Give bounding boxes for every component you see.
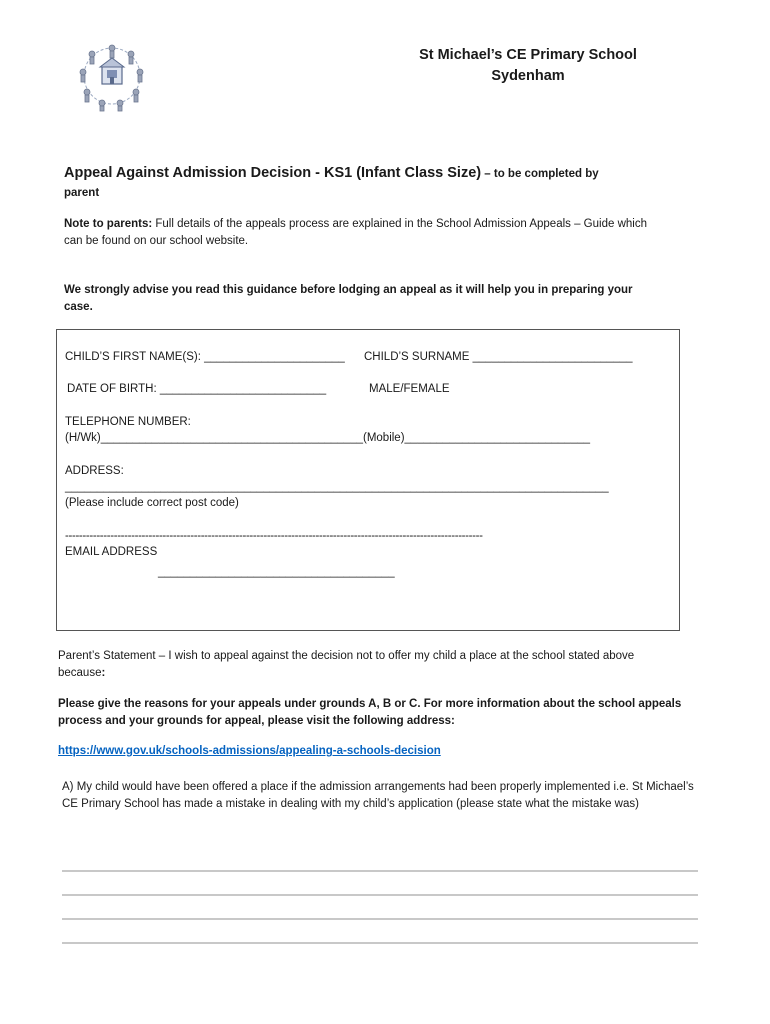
school-name-line1: St Michael’s CE Primary School [419,47,637,63]
form-title-suffix-line2: parent [64,187,100,199]
writing-line[interactable] [62,918,698,920]
reasons-instructions: Please give the reasons for your appeals under grounds A, B or C. For more information about the school appeals process and your grounds for appeal, please visit the following address: [58,698,682,727]
writing-line[interactable] [62,942,698,944]
child-details-box [56,329,680,631]
statement-text: Parent’s Statement – I wish to appeal against the decision not to offer my child a place at the school stated above because [58,650,635,679]
school-name-line2: Sydenham [491,68,565,84]
address-divider: ------------------------------------------------------------------------------------------------------------------------ [65,530,483,542]
postcode-note: (Please include correct post code) [65,497,239,509]
form-title [64,163,684,203]
address-field[interactable]: _____________________________________________________________________________________ [65,481,609,493]
telephone-field[interactable]: (H/Wk)_________________________________________(Mobile)_____________________________ [65,432,591,444]
first-name-field[interactable]: CHILD’S FIRST NAME(S): ______________________ [65,351,345,363]
dob-field[interactable]: DATE OF BIRTH: __________________________ [67,383,327,395]
school-logo-icon [76,40,148,112]
ground-a-text: A) My child would have been offered a place if the admission arrangements had been properly implemented i.e. St Michael’s CE Primary School has made a mistake in dealing with my child’s application (please state what the mistake was) [62,781,694,810]
note-to-parents [64,216,664,249]
gender-field[interactable]: MALE/FEMALE [369,383,450,395]
telephone-label: TELEPHONE NUMBER: [65,416,191,428]
email-label: EMAIL ADDRESS [65,546,158,558]
appeals-link[interactable]: https://www.gov.uk/schools-admissions/appealing-a-schools-decision [58,745,441,757]
parents-statement [58,648,668,681]
school-name [378,45,678,87]
email-field[interactable]: _____________________________________ [158,566,395,578]
writing-line[interactable] [62,870,698,872]
writing-line[interactable] [62,894,698,896]
surname-field[interactable]: CHILD’S SURNAME _________________________ [364,351,633,363]
address-label: ADDRESS: [65,465,124,477]
note-text: Full details of the appeals process are explained in the School Admission Appeals – Guide which can be found on our school website. [64,218,647,247]
guidance-advice: We strongly advise you read this guidance before lodging an appeal as it will help you in preparing your case. [64,284,633,313]
form-title-main: Appeal Against Admission Decision - KS1 (Infant Class Size) [64,165,482,181]
note-label: Note to parents: [64,218,153,230]
statement-colon: : [101,666,106,679]
form-title-suffix: – to be completed by [481,168,599,180]
